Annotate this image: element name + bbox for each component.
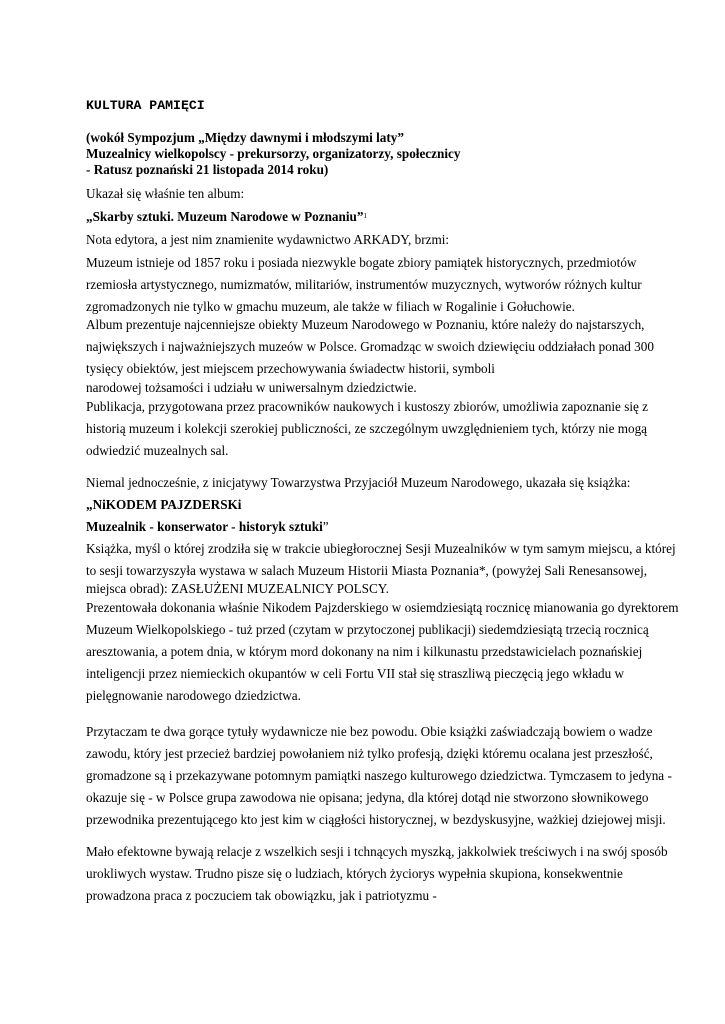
paragraph-line: rzemiosła artystycznego, numizmatów, militariów, instrumentów muzycznych, wytworów różnych kultur xyxy=(86,277,642,292)
album-title: „Skarby sztuki. Muzeum Narodowe w Poznaniu” xyxy=(86,209,364,224)
paragraph-line: odwiedzić muzealnych sal. xyxy=(86,443,229,458)
footnote-marker: 1 xyxy=(363,212,367,220)
paragraph-line: Mało efektowne bywają relacje z wszelkich sesji i tchnących myszką, jakkolwiek treściwych i na swój sposób xyxy=(86,844,668,859)
paragraph-line: prowadzona praca z poczuciem tak obowiązku, jak i patriotyzmu - xyxy=(86,888,437,903)
paragraph-line: Muzeum istnieje od 1857 roku i posiada niezwykle bogate zbiory pamiątek historycznych, przedmiotów xyxy=(86,255,637,270)
document-heading: KULTURA PAMIĘCI xyxy=(86,98,205,113)
book-intro: Niemal jednocześnie, z inicjatywy Towarzystwa Przyjaciół Muzeum Narodowego, ukazała się książka: xyxy=(86,475,631,490)
paragraph-line: Muzeum Wielkopolskiego - tuż przed (czytam w przytoczonej publikacji) siedemdziesiątą trzecią rocznicą xyxy=(86,622,649,637)
paragraph-line: historią muzeum i kolekcji szerokiej publiczności, ze szczególnym uwzględnieniem tych, którzy nie mogą xyxy=(86,421,648,436)
paragraph-line: Publikacja, przygotowana przez pracowników naukowych i kustoszy zbiorów, umożliwia zapoznanie się z xyxy=(86,399,648,414)
subtitle-line: (wokół Sympozjum „Między dawnymi i młodszymi laty” xyxy=(86,130,404,145)
intro-line: Ukazał się właśnie ten album: xyxy=(86,186,245,201)
paragraph-line: inteligencji przez niemieckich okupantów w celi Fortu VII stał się straszliwą pieczęcią jego wkładu w xyxy=(86,666,625,681)
paragraph-line: tysięcy obiektów, jest miejscem przechowywania świadectw historii, symboli xyxy=(86,361,495,376)
paragraph-line: zgromadzonych nie tylko w gmachu muzeum, ale także w filiach w Rogalinie i Gołuchowie. xyxy=(86,299,575,314)
album-title-line xyxy=(86,209,367,225)
closing-quote: ” xyxy=(322,519,329,534)
paragraph-line: Książka, myśl o której zrodziła się w trakcie ubiegłorocznej Sesji Muzealników w tym samym miejscu, a której xyxy=(86,541,676,556)
paragraph-line: to sesji towarzyszyła wystawa w salach Muzeum Historii Miasta Poznania*, (powyżej Sali Renesansowej, xyxy=(86,563,648,578)
paragraph-line: miejsca obrad): ZASŁUŻENI MUZEALNICY POLSCY. xyxy=(86,581,389,596)
paragraph-line: Przytaczam te dwa gorące tytuły wydawnicze nie bez powodu. Obie książki zaświadczają bowiem o wadze xyxy=(86,724,653,739)
book-subtitle: Muzealnik - konserwator - historyk sztuki xyxy=(86,519,323,534)
paragraph-line: zawodu, który jest przecież bardziej powołaniem niż tylko profesją, dzięki któremu ocalana jest przeszłość, xyxy=(86,746,653,761)
paragraph-line: gromadzone są i przekazywane potomnym pamiątki naszego kulturowego dziedzictwa. Tymczasem to jedyna - xyxy=(86,768,672,783)
paragraph-line: Album prezentuje najcenniejsze obiekty Muzeum Narodowego w Poznaniu, które należy do najstarszych, xyxy=(86,317,645,332)
paragraph-line: Prezentowała dokonania właśnie Nikodem Pajzderskiego w osiemdziesiątą rocznicę mianowania go dyrektorem xyxy=(86,600,679,615)
paragraph-line: aresztowania, a potem dnia, w którym mord dokonany na nim i kilkunastu przedstawicielach poznańskiej xyxy=(86,644,643,659)
paragraph-line: największych i najważniejszych muzeów w Polsce. Gromadząc w swoich dziewięciu oddziałach ponad 300 xyxy=(86,339,654,354)
paragraph-line: narodowej tożsamości i udziału w uniwersalnym dziedzictwie. xyxy=(86,380,417,395)
book-subtitle-line xyxy=(86,519,329,535)
book-title: „NiKODEM PAJZDERSKi xyxy=(86,497,242,512)
subtitle-line: Muzealnicy wielkopolscy - prekursorzy, organizatorzy, społecznicy xyxy=(86,146,461,161)
paragraph-line: przewodnika prezentującego kto jest kim w ciągłości historycznej, w bezdyskusyjne, ważkiej dziejowej misji. xyxy=(86,812,666,827)
paragraph-line: okazuje się - w Polsce grupa zawodowa nie opisana; jedyna, dla której dotąd nie stworzono słownikowego xyxy=(86,790,649,805)
paragraph-line: urokliwych wystaw. Trudno pisze się o ludziach, których życiorys wypełnia skupiona, konsekwentnie xyxy=(86,866,623,881)
subtitle-line: - Ratusz poznański 21 listopada 2014 roku) xyxy=(86,162,329,177)
paragraph-line: pielęgnowanie narodowego dziedzictwa. xyxy=(86,688,301,703)
editor-note: Nota edytora, a jest nim znamienite wydawnictwo ARKADY, brzmi: xyxy=(86,232,450,247)
